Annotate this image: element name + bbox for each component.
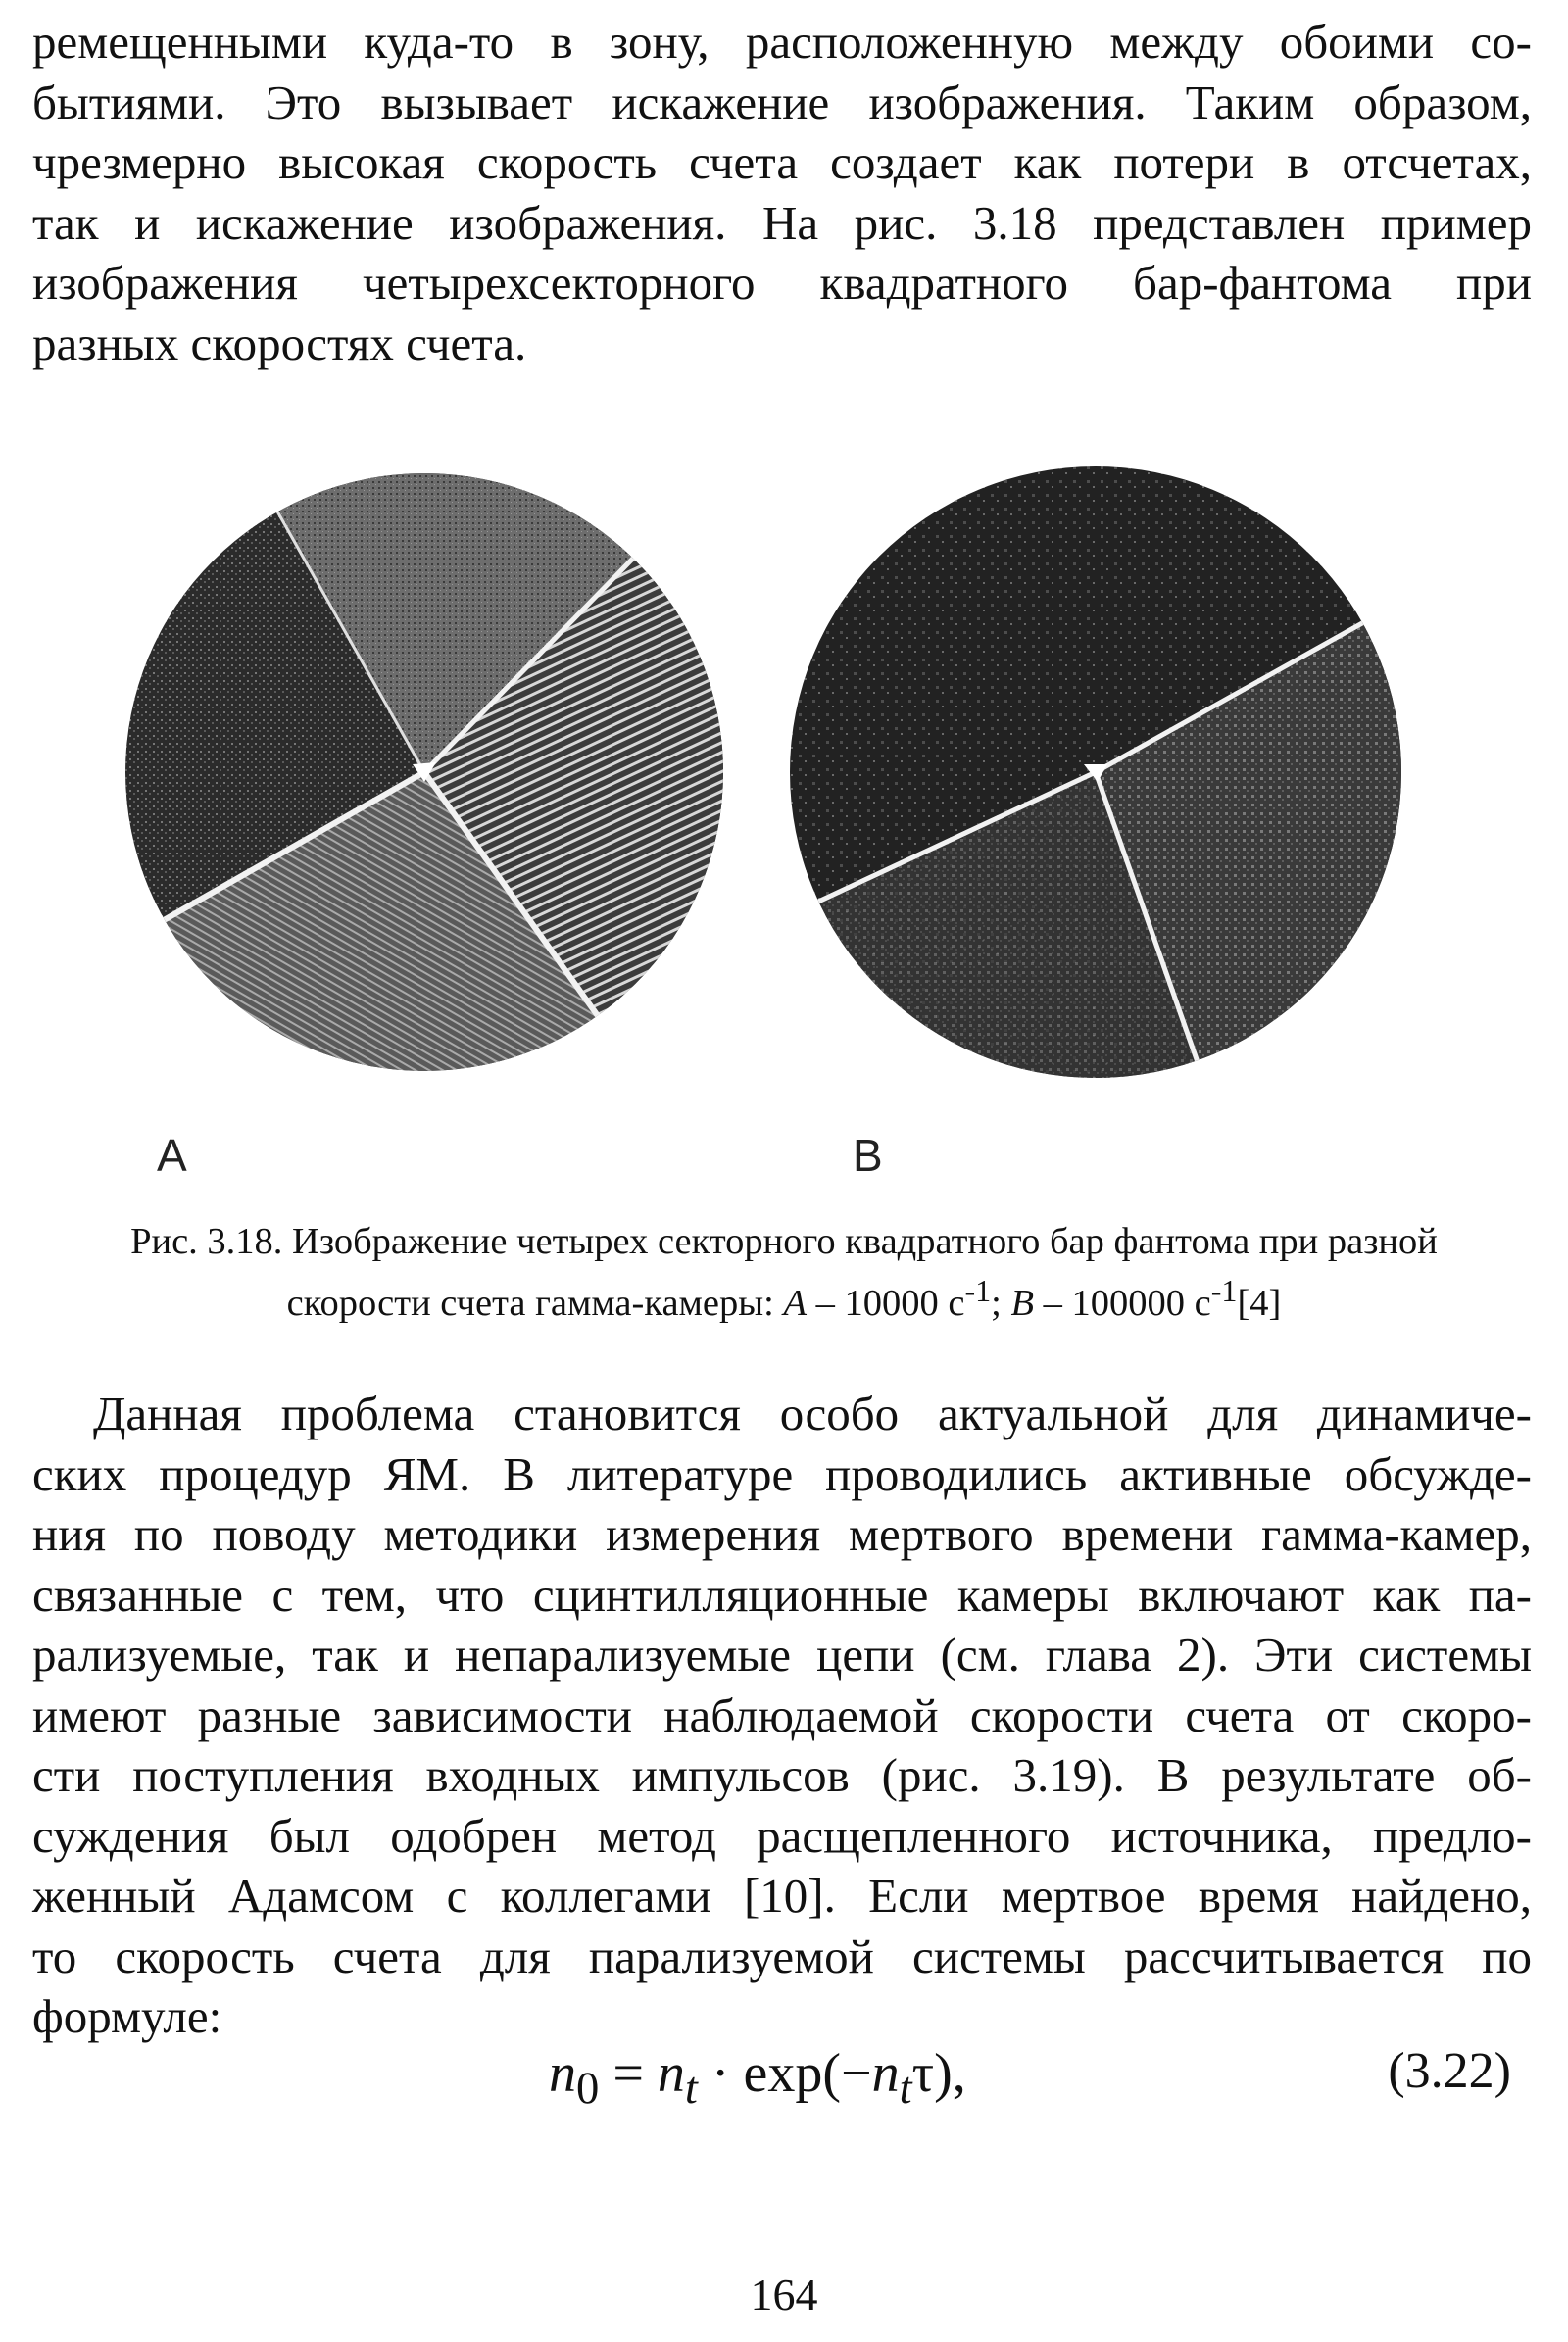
eq-n0: n: [549, 2043, 576, 2104]
eq-sub-0: 0: [576, 2063, 600, 2115]
panel-label-b: B: [853, 1130, 883, 1181]
caption-b-value: – 100000 с: [1034, 1282, 1211, 1324]
caption-prefix: скорости счета гамма-камеры:: [286, 1282, 784, 1324]
text-line: имеют разные зависимости наблюдаемой скорости счета от скоро-: [32, 1687, 1532, 1742]
text-line: рализуемые, так и непарализуемые цепи (см. глава 2). Эти системы: [32, 1628, 1532, 1682]
text-line: так и искажение изображения. На рис. 3.18 представлен пример: [32, 195, 1532, 250]
text-line: изображения четырехсекторного квадратного бар-фантома при: [32, 256, 1532, 310]
equation-number: (3.22): [1388, 2043, 1511, 2099]
caption-b-letter: В: [1010, 1282, 1035, 1324]
text-line: ния по поводу методики измерения мертвого времени гамма-камер,: [32, 1507, 1532, 1561]
text-line: связанные с тем, что сцинтилляционные камеры включают как па-: [32, 1567, 1532, 1622]
caption-a-value: – 10000 с: [806, 1282, 965, 1324]
caption-a-superscript: -1: [964, 1273, 992, 1308]
text-line: ремещенными куда-то в зону, расположенную между обоими со-: [32, 15, 1532, 69]
bottom-paragraph: [32, 1384, 1532, 2047]
text-line: суждения был одобрен метод расщепленного источника, предло-: [32, 1808, 1532, 1863]
text-line: чрезмерно высокая скорость счета создает как потери в отсчетах,: [32, 135, 1532, 189]
text-line: ских процедур ЯМ. В литературе проводились активные обсужде-: [32, 1446, 1532, 1501]
text-line: формуле:: [32, 1989, 222, 2043]
equation-expression: [549, 2042, 966, 2115]
phantom-image-b: [782, 449, 1419, 1100]
figure-3-18: [0, 431, 1568, 1205]
text-line: бытиями. Это вызывает искажение изображения. Таким образом,: [32, 74, 1532, 129]
figure-caption: [0, 1217, 1568, 1328]
caption-separator: ;: [991, 1282, 1011, 1324]
text-line: разных скоростях счета.: [32, 316, 527, 370]
eq-nt-2: n: [871, 2043, 900, 2104]
caption-line-1: Рис. 3.18. Изображение четырех секторного квадратного бар фантома при разной: [130, 1221, 1438, 1262]
eq-sub-t: t: [684, 2063, 698, 2115]
caption-line-2: [0, 1266, 1568, 1328]
eq-sub-t-2: t: [899, 2063, 912, 2115]
text-line: Данная проблема становится особо актуальной для динамиче-: [93, 1387, 1532, 1440]
equation-3-22: [0, 2042, 1568, 2121]
page-number: 164: [750, 2269, 818, 2319]
eq-exp: · exp(−: [697, 2043, 872, 2104]
caption-a-letter: А: [783, 1282, 807, 1324]
panel-label-a: A: [157, 1130, 187, 1181]
top-paragraph: [32, 12, 1532, 373]
caption-b-superscript: -1: [1210, 1273, 1238, 1308]
eq-nt: n: [657, 2043, 685, 2104]
eq-equals: =: [599, 2043, 658, 2104]
text-line: то скорость счета для парализуемой системы рассчитывается по: [32, 1928, 1532, 1983]
phantom-image-a: [113, 451, 740, 1102]
text-line: сти поступления входных импульсов (рис. 3.19). В результате об-: [32, 1748, 1532, 1802]
text-line: женный Адамсом с коллегами [10]. Если мертвое время найдено,: [32, 1869, 1532, 1923]
caption-reference: [4]: [1237, 1282, 1282, 1324]
eq-tau: τ),: [911, 2043, 966, 2104]
